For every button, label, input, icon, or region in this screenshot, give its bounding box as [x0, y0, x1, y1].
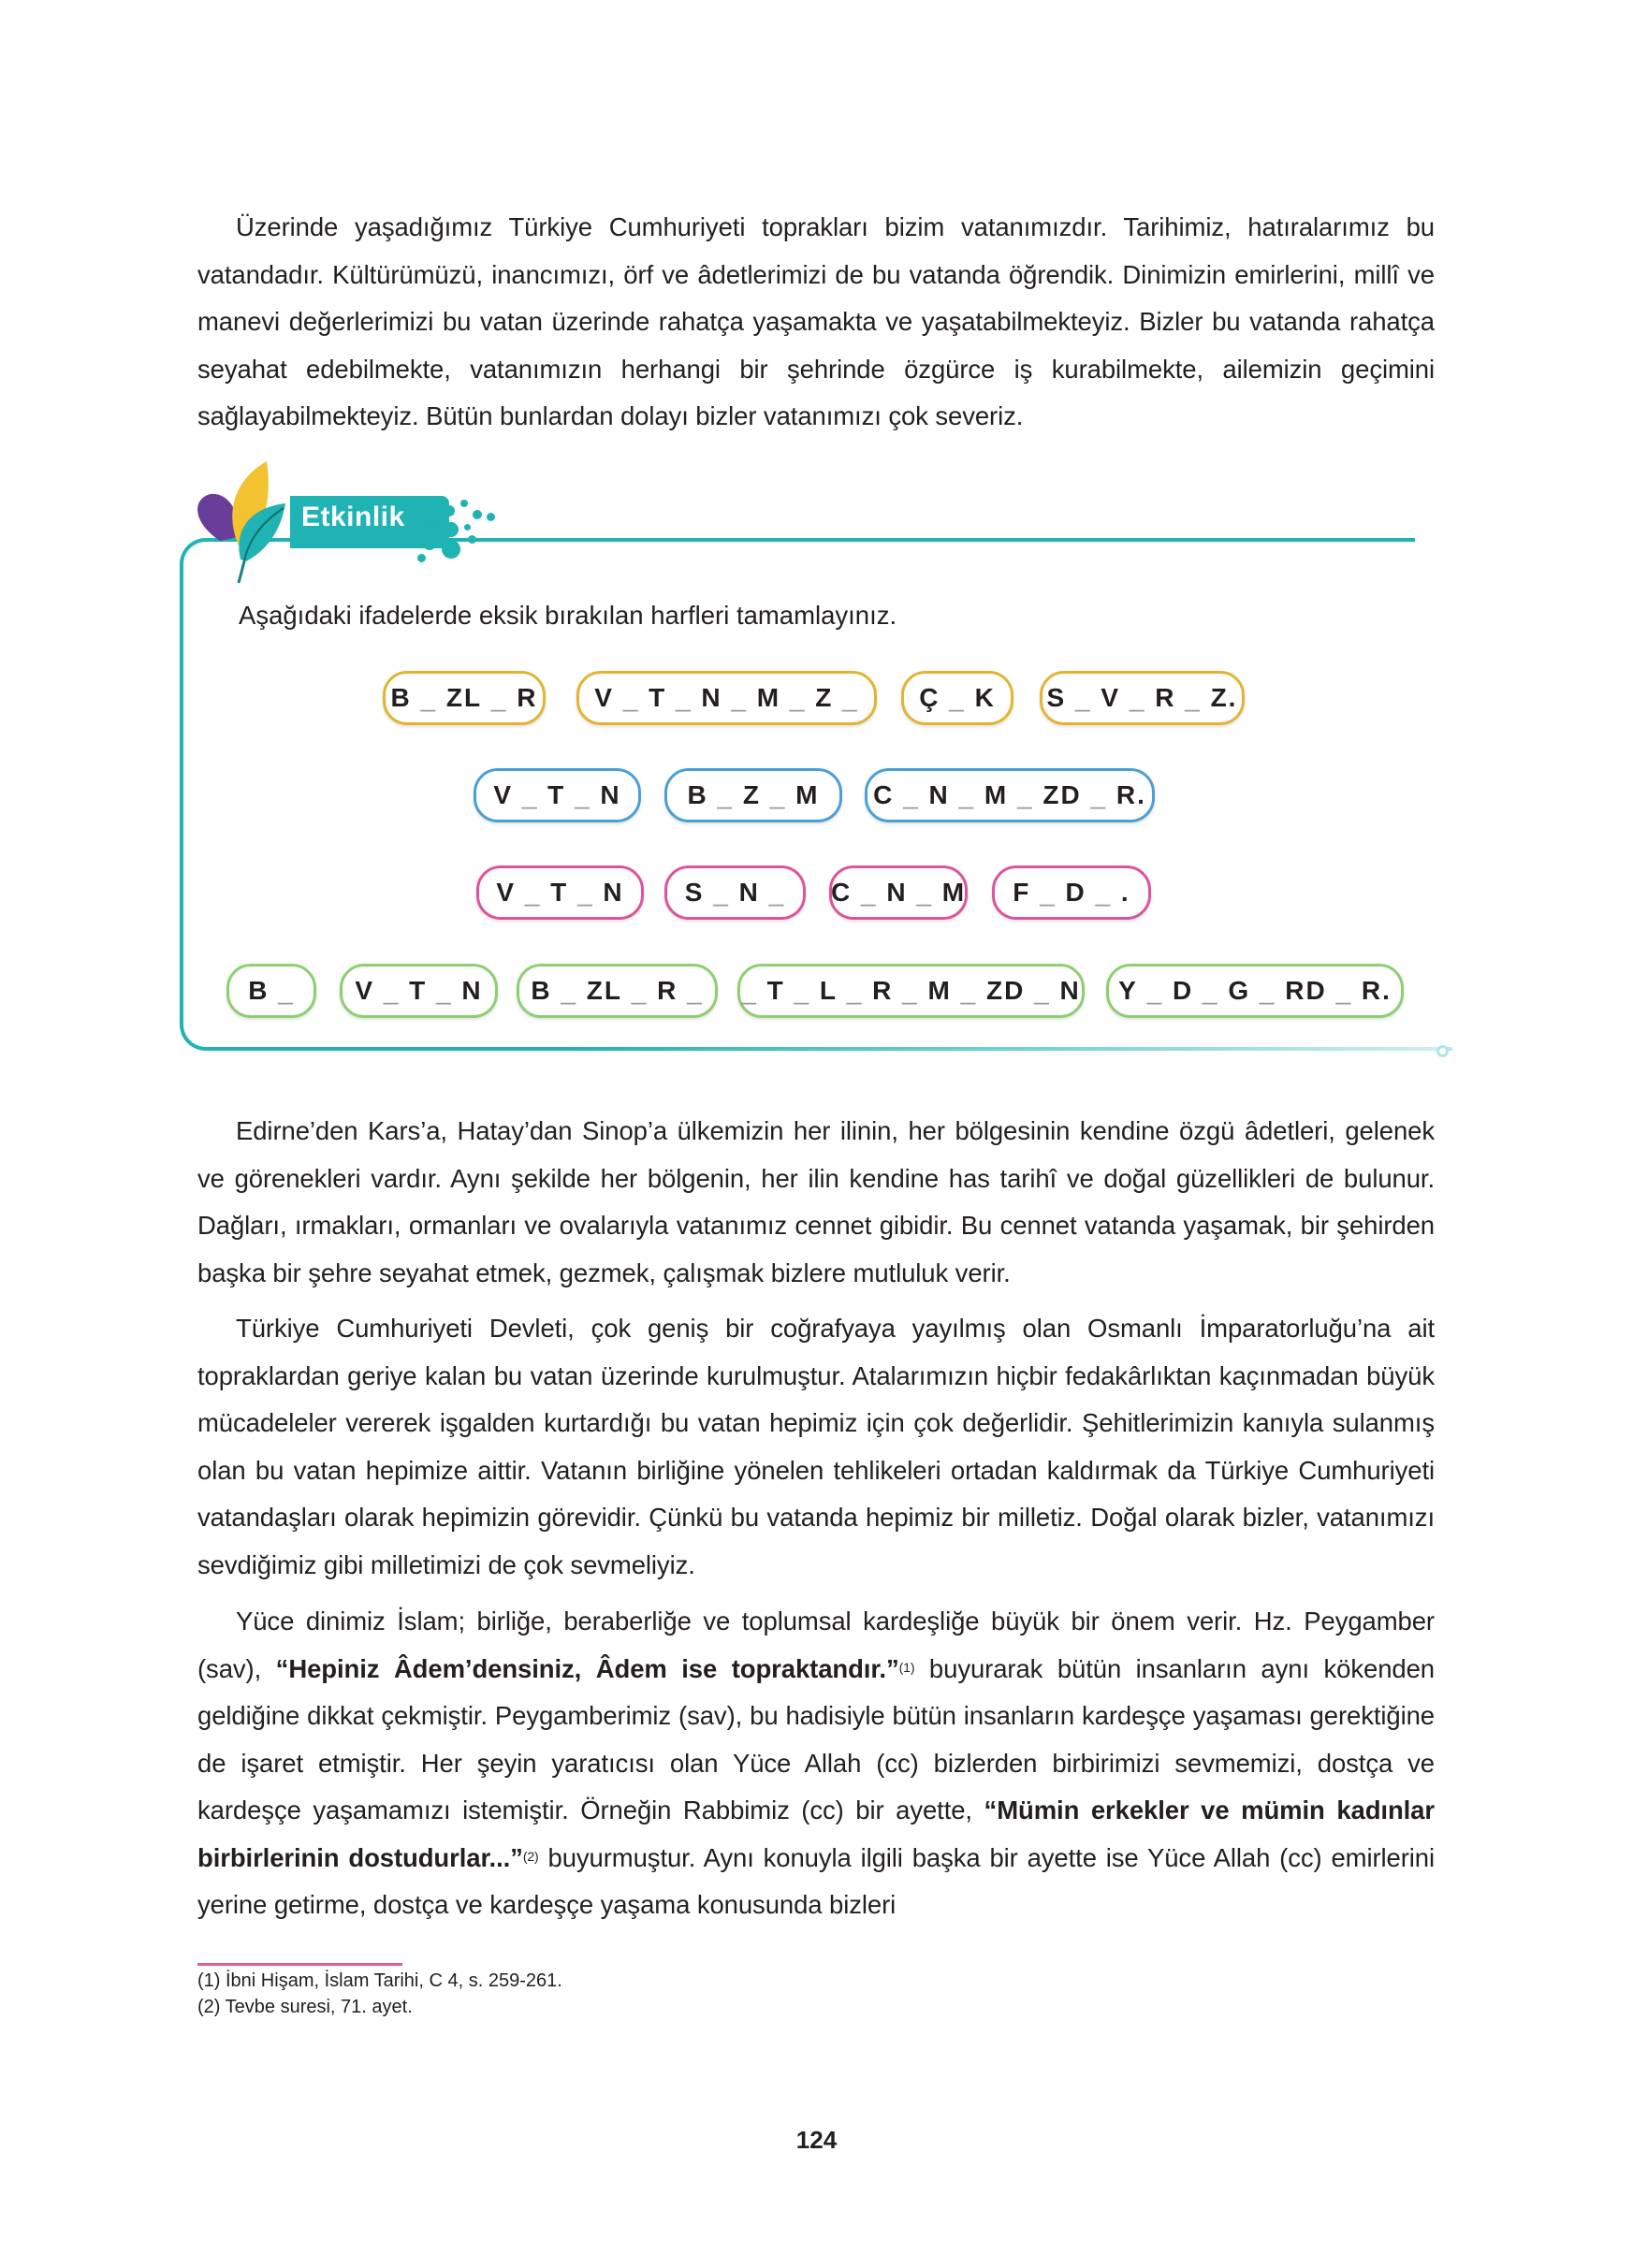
word-box[interactable]: B _	[226, 964, 316, 1018]
word-box[interactable]: Ç _ K	[901, 671, 1013, 725]
word-box[interactable]: B _ Z _ M	[664, 768, 842, 822]
word-box[interactable]: S _ N _	[664, 865, 806, 920]
word-box[interactable]: V _ T _ N	[340, 964, 498, 1018]
activity-frame-bottom-line	[561, 1047, 1441, 1051]
activity-banner-label: Etkinlik	[301, 502, 405, 532]
paragraph-text: buyurmuştur. Aynı konuyla ilgili başka bir ayette ise Yüce Allah (cc) emirlerini yerine getirme, dostça ve kardeşçe yaşama konusunda bizleri	[197, 1842, 1435, 1919]
word-box[interactable]: C _ N _ M	[829, 865, 968, 920]
page-number: 124	[795, 2126, 838, 2154]
word-box[interactable]: V _ T _ N _ M _ Z _	[576, 671, 877, 725]
paragraph-history: Türkiye Cumhuriyeti Devleti, çok geniş bir coğrafyaya yayılmış olan Osmanlı İmparatorluğu’na ait topraklardan geriye kalan bu vatan üzerinde kurulmuştur. Atalarımızın hiçbir fedakârlıktan kaçınmadan büyük mücadeleler vererek işgalden kurtardığı bu vatan hepimiz için çok değerlidir. Şehitlerimizin kanıyla sulanmış olan bu vatan hepimize aittir. Vatanın birliğine yönelen tehlikeleri ortadan kaldırmak da Türkiye Cumhuriyeti vatandaşları olarak hepimizin görevidir. Çünkü bu vatanda hepimiz bir milletiz. Doğal olarak bizler, vatanımızı sevdiğimiz gibi milletimizi de çok sevmeliyiz.	[197, 1314, 1435, 1579]
paragraph-text: buyurarak bütün insanların aynı kökenden geldiğine dikkat çekmiştir. Peygamberimiz (sav), bu hadisiyle bütün insanların kardeşçe yaşaması gerektiğine de işaret etmiştir. Her şeyin yaratıcısı olan Yüce Allah (cc) bizlerden birbirimizi sevmemizi, dostça ve kardeşçe yaşamamızı istemiştir. Örneğin Rabbimiz (cc) bir ayette,	[197, 1653, 1435, 1825]
paragraph-text: Yüce dinimiz İslam; birliğe, beraberliğe ve toplumsal kardeşliğe büyük bir önem verir. Hz. Peygamber (sav),	[197, 1606, 1435, 1683]
frame-end-dot-icon	[1436, 1045, 1449, 1057]
word-box[interactable]: V _ T _ N	[476, 865, 644, 920]
hadith-quote: “Hepiniz Âdem’densiniz, Âdem ise topraktandır.”	[275, 1653, 899, 1683]
footnote-1: (1) İbni Hişam, İslam Tarihi, C 4, s. 259-261.	[197, 1970, 562, 1991]
paragraph-islam-unity	[197, 1598, 1435, 1929]
activity-instruction: Aşağıdaki ifadelerde eksik bırakılan harfleri tamamlayınız.	[239, 601, 897, 630]
word-box[interactable]: S _ V _ R _ Z .	[1040, 671, 1245, 725]
footnote-ref-1[interactable]: (1)	[898, 1659, 915, 1675]
word-box[interactable]: F _ D _ .	[992, 865, 1151, 920]
word-box[interactable]: B _ Z L _ R _	[517, 964, 718, 1018]
word-box[interactable]: B _ Z L _ R	[383, 671, 546, 725]
footnote-2: (2) Tevbe suresi, 71. ayet.	[197, 1997, 413, 2017]
footnote-ref-2[interactable]: (2)	[522, 1848, 539, 1864]
paragraph-regions: Edirne’den Kars’a, Hatay’dan Sinop’a ülkemizin her ilinin, her bölgesinin kendine özgü âdetleri, gelenek ve görenekleri vardır. Aynı şekilde her bölgenin, her ilin kendine has tarihî ve doğal güzellikleri de bulunur. Dağları, ırmakları, ormanları ve ovalarıyla vatanımız cennet gibidir. Bu cennet vatanda yaşamak, bir şehirden başka bir şehre seyahat etmek, gezmek, çalışmak bizlere mutluluk verir.	[197, 1116, 1435, 1287]
verse-quote: “Mümin erkekler ve mümin kadınlar birbirlerinin dostudurlar...”	[197, 1796, 1435, 1872]
word-box[interactable]: Y _ D _ G _ R D _ R .	[1106, 964, 1404, 1018]
word-box[interactable]: V _ T _ N	[474, 768, 641, 822]
word-box[interactable]: C _ N _ M _ Z D _ R .	[865, 768, 1155, 822]
word-box[interactable]: _ T _ L _ R _ M _ Z D _ N	[737, 964, 1085, 1018]
footnote-divider	[197, 1963, 402, 1966]
intro-paragraph: Üzerinde yaşadığımız Türkiye Cumhuriyeti toprakları bizim vatanımızdır. Tarihimiz, hatıralarımız bu vatandadır. Kültürümüzü, inancımızı, örf ve âdetlerimizi de bu vatanda öğrendik. Dinimizin emirlerini, millî ve manevi değerlerimizi bu vatan üzerinde rahatça yaşamakta ve yaşatabilmekteyiz. Bizler bu vatanda rahatça seyahat edebilmekte, vatanımızın herhangi bir şehrinde özgürce iş kurabilmekte, ailemizin geçimini sağlayabilmekteyiz. Bütün bunlardan dolayı bizler vatanımızı çok severiz.	[197, 212, 1435, 430]
